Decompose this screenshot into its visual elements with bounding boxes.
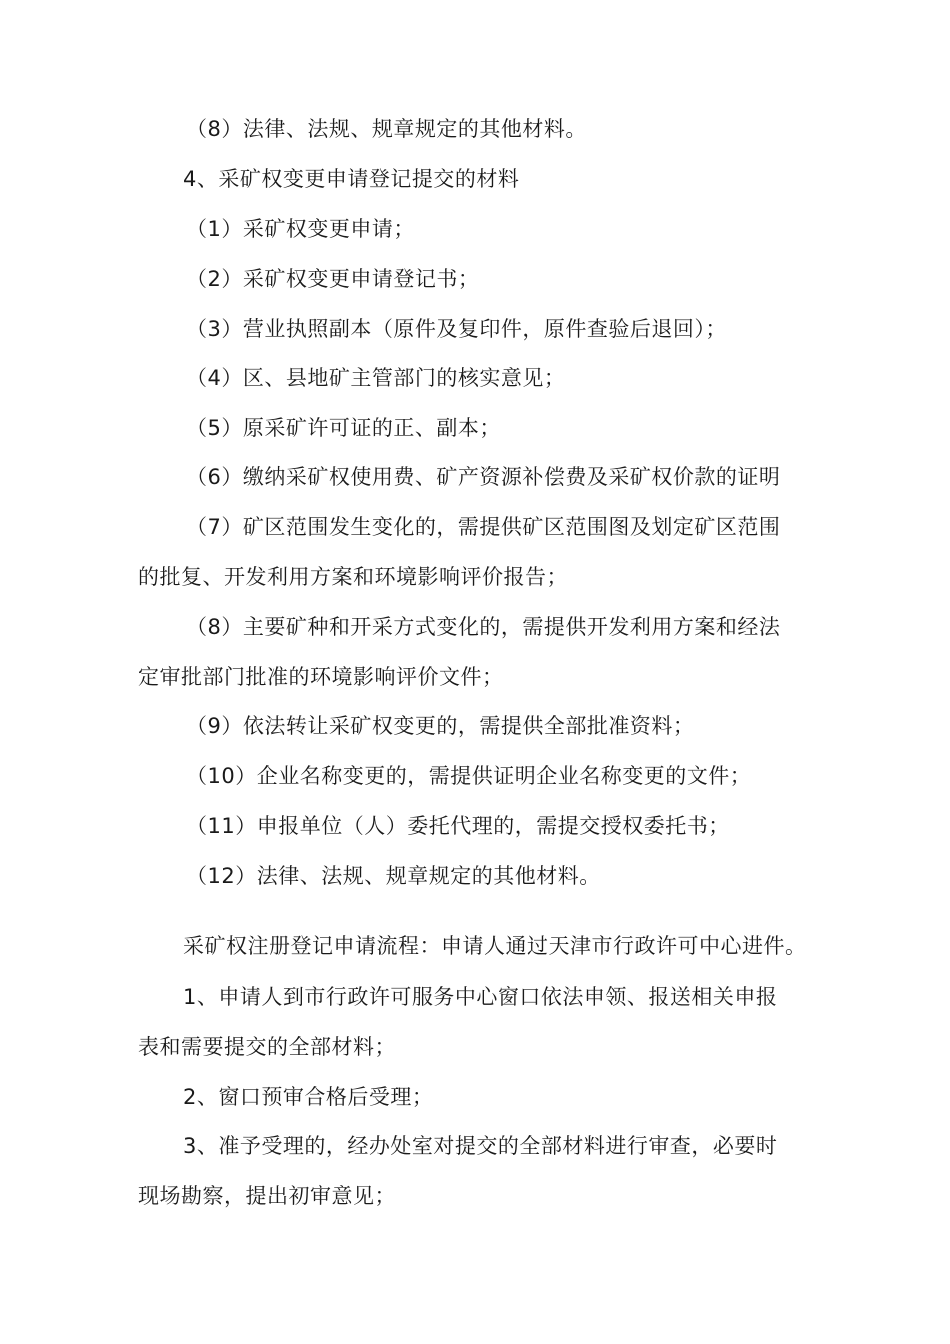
process-step-continuation: 表和需要提交的全部材料； bbox=[138, 1035, 396, 1059]
list-item: （5）原采矿许可证的正、副本； bbox=[186, 416, 501, 440]
list-item: （3）营业执照副本（原件及复印件，原件查验后退回）； bbox=[186, 317, 727, 341]
list-item: （4）区、县地矿主管部门的核实意见； bbox=[186, 366, 566, 390]
process-step: 2、窗口预审合格后受理； bbox=[183, 1085, 434, 1109]
list-item: （8）主要矿种和开采方式变化的，需提供开发利用方案和经法 bbox=[186, 615, 781, 639]
process-step: 1、申请人到市行政许可服务中心窗口依法申领、报送相关申报 bbox=[183, 985, 778, 1009]
list-item: （12）法律、法规、规章规定的其他材料。 bbox=[186, 864, 601, 888]
list-item: （9）依法转让采矿权变更的，需提供全部批准资料； bbox=[186, 714, 695, 738]
list-item-continuation: 的批复、开发利用方案和环境影响评价报告； bbox=[138, 565, 568, 589]
section-4-heading: 4、采矿权变更申请登记提交的材料 bbox=[183, 167, 520, 191]
list-item: （7）矿区范围发生变化的，需提供矿区范围图及划定矿区范围 bbox=[186, 515, 781, 539]
list-item-continuation: 定审批部门批准的环境影响评价文件； bbox=[138, 665, 504, 689]
list-item: （10）企业名称变更的，需提供证明企业名称变更的文件； bbox=[186, 764, 752, 788]
list-item: （11）申报单位（人）委托代理的，需提交授权委托书； bbox=[186, 814, 730, 838]
process-step-continuation: 现场勘察，提出初审意见； bbox=[138, 1184, 396, 1208]
list-item: （2）采矿权变更申请登记书； bbox=[186, 267, 480, 291]
item-8-other-materials: （8）法律、法规、规章规定的其他材料。 bbox=[186, 117, 587, 141]
process-heading: 采矿权注册登记申请流程：申请人通过天津市行政许可中心进件。 bbox=[183, 934, 807, 958]
list-item: （6）缴纳采矿权使用费、矿产资源补偿费及采矿权价款的证明 bbox=[186, 465, 781, 489]
process-step: 3、准予受理的，经办处室对提交的全部材料进行审查，必要时 bbox=[183, 1134, 778, 1158]
list-item: （1）采矿权变更申请； bbox=[186, 217, 415, 241]
